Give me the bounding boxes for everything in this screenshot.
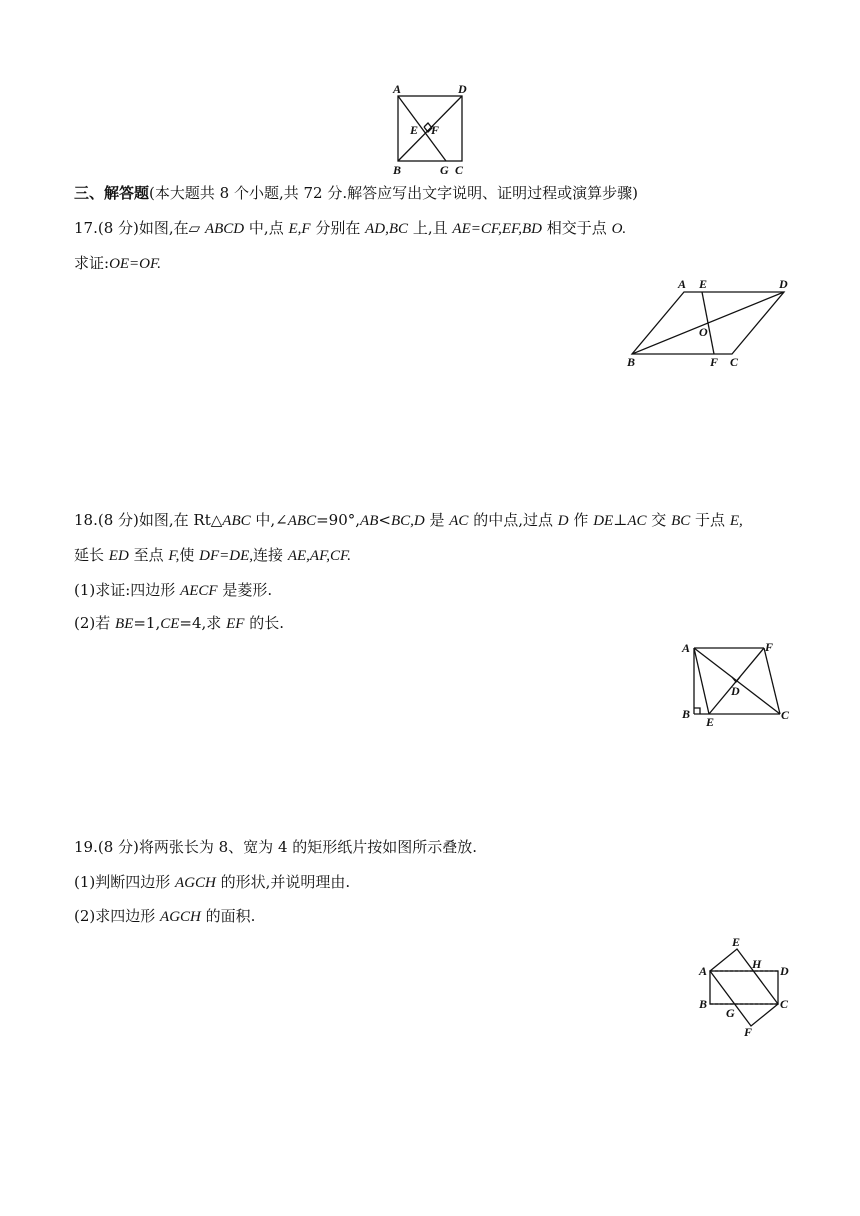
text: OE=OF. — [109, 256, 161, 272]
fig-label: O — [699, 325, 708, 339]
text: 相交于点 — [546, 219, 607, 237]
text: ABCD — [204, 221, 245, 237]
text: O. — [611, 221, 627, 237]
fig-label: F — [710, 355, 719, 369]
q19-part2 — [74, 906, 255, 927]
text: < — [378, 511, 391, 529]
fig-label: C — [780, 997, 789, 1011]
text: 使 — [179, 546, 195, 564]
text: ⊥ — [613, 511, 628, 529]
q19-line1 — [74, 837, 477, 857]
q18-part1 — [74, 580, 272, 601]
text: 如图,在▱ — [138, 219, 201, 237]
text: 上,且 — [412, 219, 448, 237]
text: BE — [115, 616, 134, 632]
fig-label: B — [393, 163, 402, 177]
text: 的中点,过点 — [473, 511, 553, 529]
text: =90°, — [316, 511, 361, 529]
text: E,F — [288, 221, 311, 237]
text: AB — [360, 513, 379, 529]
text: =1, — [133, 614, 161, 632]
text: AC — [449, 513, 469, 529]
fig-label: A — [678, 277, 687, 291]
fig-label: D — [780, 964, 789, 978]
rectangle-abcd — [710, 971, 778, 1004]
text: D — [557, 513, 569, 529]
text: AECF — [180, 583, 218, 599]
fig-label: C — [781, 708, 790, 722]
fig-label: E — [410, 123, 419, 137]
figure-square-efg — [388, 84, 478, 178]
text: BC,D — [390, 513, 425, 529]
text: 的形状,并说明理由. — [220, 873, 351, 891]
text: 如图,在 Rt — [138, 511, 211, 529]
fig-label: B — [699, 997, 708, 1011]
fig-label: F — [744, 1025, 753, 1039]
fig-label: A — [682, 641, 691, 655]
right-angle-mark-b — [694, 708, 700, 714]
text: 延长 — [74, 546, 105, 564]
text: AGCH — [175, 875, 216, 891]
q18-line1 — [74, 510, 743, 531]
text: (2)求四边形 — [74, 907, 156, 925]
q18-line2 — [74, 545, 351, 566]
text: E, — [729, 513, 743, 529]
text: =4,求 — [179, 614, 222, 632]
fig-label: E — [706, 715, 715, 729]
text: 中,点 — [248, 219, 284, 237]
text: 是 — [429, 511, 445, 529]
text: △ — [210, 511, 223, 529]
text: AC — [627, 513, 647, 529]
fig-label: A — [393, 82, 402, 96]
text: 的面积. — [205, 907, 256, 925]
text: (2)若 — [74, 614, 111, 632]
rectangle-aecf — [710, 949, 778, 1026]
text: 连接 — [253, 546, 284, 564]
q19-part1 — [74, 872, 350, 893]
fig-label: D — [779, 277, 788, 291]
section-title: 三、解答题 — [74, 184, 150, 202]
question-number: 17.(8 分) — [74, 219, 139, 237]
fig-label: E — [732, 935, 741, 949]
question-number: 18.(8 分) — [74, 511, 139, 529]
text: 将两张长为 8、宽为 4 的矩形纸片按如图所示叠放. — [138, 838, 478, 856]
q18-part2 — [74, 613, 284, 634]
fig-label: B — [682, 707, 691, 721]
text: 的长. — [249, 614, 284, 632]
section-heading — [74, 183, 638, 203]
text: ED — [108, 548, 129, 564]
fig-label: G — [726, 1006, 735, 1020]
fig-label: C — [730, 355, 739, 369]
text: 是菱形. — [222, 581, 273, 599]
text: BC — [671, 513, 691, 529]
text: (1)判断四边形 — [74, 873, 171, 891]
segment-ef — [702, 292, 714, 354]
q17-line2 — [74, 253, 161, 274]
fig-label: A — [699, 964, 708, 978]
figure-parallelogram — [622, 276, 800, 372]
fig-label: E — [699, 277, 708, 291]
fig-label: G — [440, 163, 449, 177]
text: 分别在 — [315, 219, 361, 237]
fig-label: D — [458, 82, 467, 96]
text: DF=DE, — [199, 548, 254, 564]
fig-label: D — [731, 684, 740, 698]
fig-label: H — [752, 957, 762, 971]
text: 至点 — [133, 546, 164, 564]
text: CE — [160, 616, 180, 632]
figure-overlapping-rectangles — [694, 934, 802, 1040]
fig-label: C — [455, 163, 464, 177]
fig-label: F — [431, 123, 440, 137]
q17-line1 — [74, 218, 626, 239]
question-number: 19.(8 分) — [74, 838, 139, 856]
text: DE — [593, 513, 614, 529]
text: 交 — [651, 511, 667, 529]
fig-label: B — [627, 355, 636, 369]
text: (1)求证:四边形 — [74, 581, 176, 599]
fig-label: F — [765, 640, 774, 654]
text: ABC — [287, 513, 317, 529]
text: F, — [168, 548, 180, 564]
text: ABC — [222, 513, 251, 529]
text: EF — [226, 616, 245, 632]
text: AGCH — [160, 909, 201, 925]
text: AE=CF,EF,BD — [452, 221, 542, 237]
figure-rhombus-aecf — [680, 638, 796, 730]
text: 中,∠ — [255, 511, 288, 529]
text: AD,BC — [365, 221, 409, 237]
text: 求证: — [74, 254, 110, 272]
text: AE,AF,CF. — [287, 548, 352, 564]
text: 作 — [573, 511, 589, 529]
text: 于点 — [695, 511, 726, 529]
segment-dg — [398, 96, 462, 161]
section-note: (本大题共 8 个小题,共 72 分.解答应写出文字说明、证明过程或演算步骤) — [149, 184, 638, 202]
